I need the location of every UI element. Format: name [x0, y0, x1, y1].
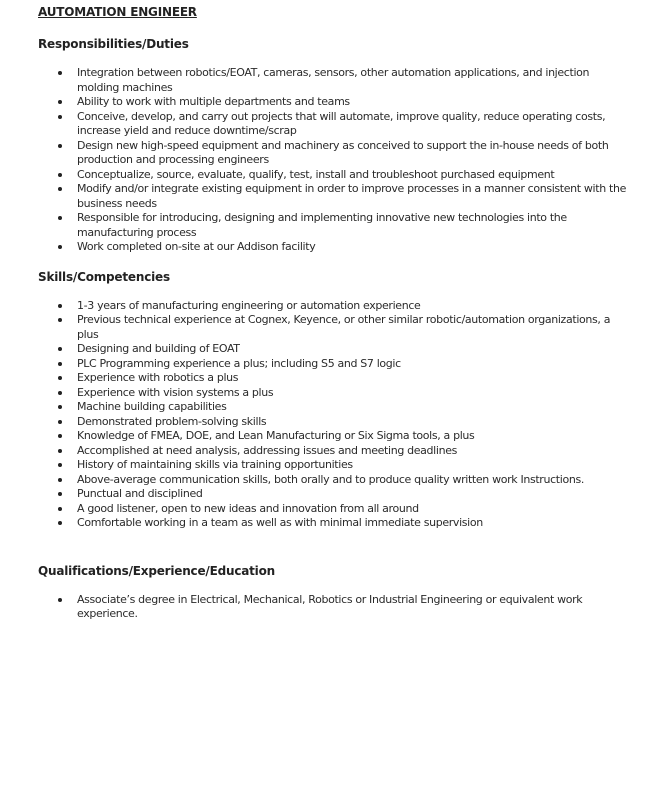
bullet-icon: [58, 463, 62, 467]
list-item: Above-average communication skills, both orally and to produce quality written work Instructions.: [38, 473, 628, 488]
list-item: A good listener, open to new ideas and innovation from all around: [38, 502, 628, 517]
list-item: Comfortable working in a team as well as with minimal immediate supervision: [38, 516, 628, 531]
bullet-icon: [58, 420, 62, 424]
qualifications-list: [38, 593, 628, 622]
responsibilities-list: [38, 66, 628, 255]
bullet-icon: [58, 492, 62, 496]
job-description-document: [38, 4, 628, 622]
list-item: Experience with vision systems a plus: [38, 386, 628, 401]
list-item: Machine building capabilities: [38, 400, 628, 415]
list-item: Experience with robotics a plus: [38, 371, 628, 386]
list-item: Responsible for introducing, designing and implementing innovative new technologies into the manufacturing process: [38, 211, 628, 240]
list-item: Conceive, develop, and carry out projects that will automate, improve quality, reduce operating costs, increase yield and reduce downtime/scrap: [38, 110, 628, 139]
list-item: Ability to work with multiple departments and teams: [38, 95, 628, 110]
bullet-icon: [58, 173, 62, 177]
bullet-icon: [58, 245, 62, 249]
list-item: Work completed on-site at our Addison facility: [38, 240, 628, 255]
section-heading-qualifications: Qualifications/Experience/Education: [38, 563, 275, 578]
bullet-icon: [58, 449, 62, 453]
bullet-icon: [58, 318, 62, 322]
job-title: AUTOMATION ENGINEER: [38, 5, 197, 19]
list-item: Knowledge of FMEA, DOE, and Lean Manufacturing or Six Sigma tools, a plus: [38, 429, 628, 444]
section-heading-responsibilities: Responsibilities/Duties: [38, 37, 189, 51]
list-item: Integration between robotics/EOAT, cameras, sensors, other automation applications, and injection molding machines: [38, 66, 628, 95]
bullet-icon: [58, 521, 62, 525]
bullet-icon: [58, 347, 62, 351]
list-item: Demonstrated problem-solving skills: [38, 415, 628, 430]
list-item: Designing and building of EOAT: [38, 342, 628, 357]
list-item: Modify and/or integrate existing equipment in order to improve processes in a manner consistent with the business needs: [38, 182, 628, 211]
bullet-icon: [58, 187, 62, 191]
list-item: Associate’s degree in Electrical, Mechanical, Robotics or Industrial Engineering or equivalent work experience.: [38, 593, 628, 622]
bullet-icon: [58, 376, 62, 380]
skills-list: [38, 299, 628, 531]
bullet-icon: [58, 115, 62, 119]
list-item: PLC Programming experience a plus; including S5 and S7 logic: [38, 357, 628, 372]
bullet-icon: [58, 478, 62, 482]
section-heading-skills: Skills/Competencies: [38, 269, 170, 284]
list-item: Punctual and disciplined: [38, 487, 628, 502]
bullet-icon: [58, 71, 62, 75]
list-item: History of maintaining skills via training opportunities: [38, 458, 628, 473]
list-item: 1-3 years of manufacturing engineering or automation experience: [38, 299, 628, 314]
bullet-icon: [58, 507, 62, 511]
bullet-icon: [58, 144, 62, 148]
list-item: Accomplished at need analysis, addressing issues and meeting deadlines: [38, 444, 628, 459]
list-item: Design new high-speed equipment and machinery as conceived to support the in-house needs of both production and processing engineers: [38, 139, 628, 168]
bullet-icon: [58, 598, 62, 602]
bullet-icon: [58, 100, 62, 104]
list-item: Previous technical experience at Cognex, Keyence, or other similar robotic/automation organizations, a plus: [38, 313, 628, 342]
bullet-icon: [58, 405, 62, 409]
bullet-icon: [58, 434, 62, 438]
bullet-icon: [58, 216, 62, 220]
bullet-icon: [58, 362, 62, 366]
bullet-icon: [58, 304, 62, 308]
list-item: Conceptualize, source, evaluate, qualify, test, install and troubleshoot purchased equipment: [38, 168, 628, 183]
bullet-icon: [58, 391, 62, 395]
